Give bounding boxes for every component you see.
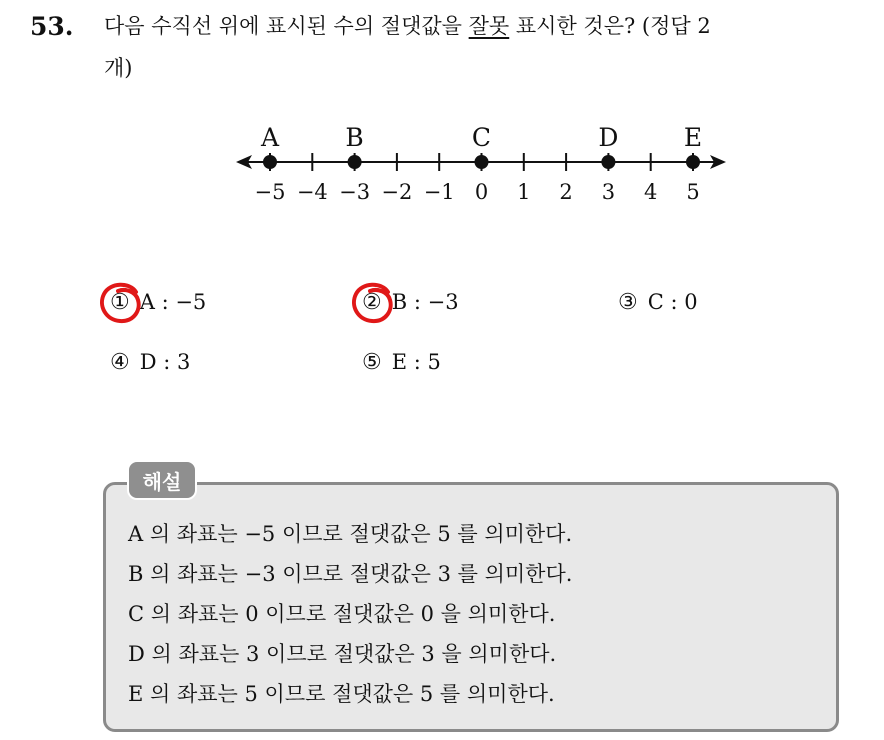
point-label: A — [260, 123, 280, 152]
choice-text: B : −3 — [391, 290, 459, 314]
point-E — [686, 155, 700, 169]
choice-3[interactable] — [618, 292, 698, 314]
question-text-line2: 개) — [104, 56, 133, 80]
question-text-part: 표시한 것은? (정답 2 — [509, 14, 711, 38]
point-A — [263, 155, 277, 169]
explanation-line: A 의 좌표는 −5 이므로 절댓값은 5 를 의미한다. — [128, 522, 573, 546]
tick-label: 0 — [474, 180, 489, 204]
answer-mark-circle-2 — [348, 278, 398, 328]
point-label: E — [683, 123, 703, 152]
tick-label: −5 — [254, 180, 286, 204]
explanation-tab: 해설 — [127, 460, 197, 500]
choice-text: C : 0 — [647, 290, 698, 314]
choice-text: A : −5 — [139, 290, 207, 314]
choice-text: E : 5 — [391, 350, 441, 374]
tick-label: 2 — [559, 180, 573, 204]
tick-label: −1 — [423, 180, 455, 204]
tick-label: 5 — [686, 180, 700, 204]
point-B — [348, 155, 362, 169]
choice-4[interactable] — [110, 352, 190, 374]
choice-number: ④ — [110, 350, 130, 375]
choice-5[interactable] — [362, 352, 441, 374]
tick-label: −3 — [339, 180, 371, 204]
choice-number: ② — [362, 290, 382, 315]
choice-text: D : 3 — [139, 350, 191, 374]
question-number: 53. — [30, 12, 74, 41]
point-label: C — [471, 123, 492, 152]
tick-label: 3 — [601, 180, 616, 204]
point-C — [475, 155, 489, 169]
question-underlined-word: 잘못 — [468, 14, 510, 38]
explanation-line: C 의 좌표는 0 이므로 절댓값은 0 을 의미한다. — [128, 602, 556, 626]
explanation-line: E 의 좌표는 5 이므로 절댓값은 5 를 의미한다. — [128, 682, 555, 706]
point-label: D — [598, 123, 619, 152]
answer-mark-circle-1 — [96, 278, 146, 328]
tick-label: −2 — [381, 180, 413, 204]
tick-label: −4 — [296, 180, 328, 204]
point-label: B — [345, 123, 364, 152]
tick-label: 1 — [517, 180, 531, 204]
choice-number: ⑤ — [362, 350, 382, 375]
number-line — [0, 0, 884, 240]
explanation-line: D 의 좌표는 3 이므로 절댓값은 3 을 의미한다. — [128, 642, 557, 666]
choice-number: ① — [110, 290, 130, 315]
point-D — [601, 155, 615, 169]
choice-number: ③ — [618, 290, 638, 315]
question-text-part: 다음 수직선 위에 표시된 수의 절댓값을 — [104, 14, 469, 38]
explanation-line: B 의 좌표는 −3 이므로 절댓값은 3 를 의미한다. — [128, 562, 573, 586]
tick-label: 4 — [644, 180, 658, 204]
